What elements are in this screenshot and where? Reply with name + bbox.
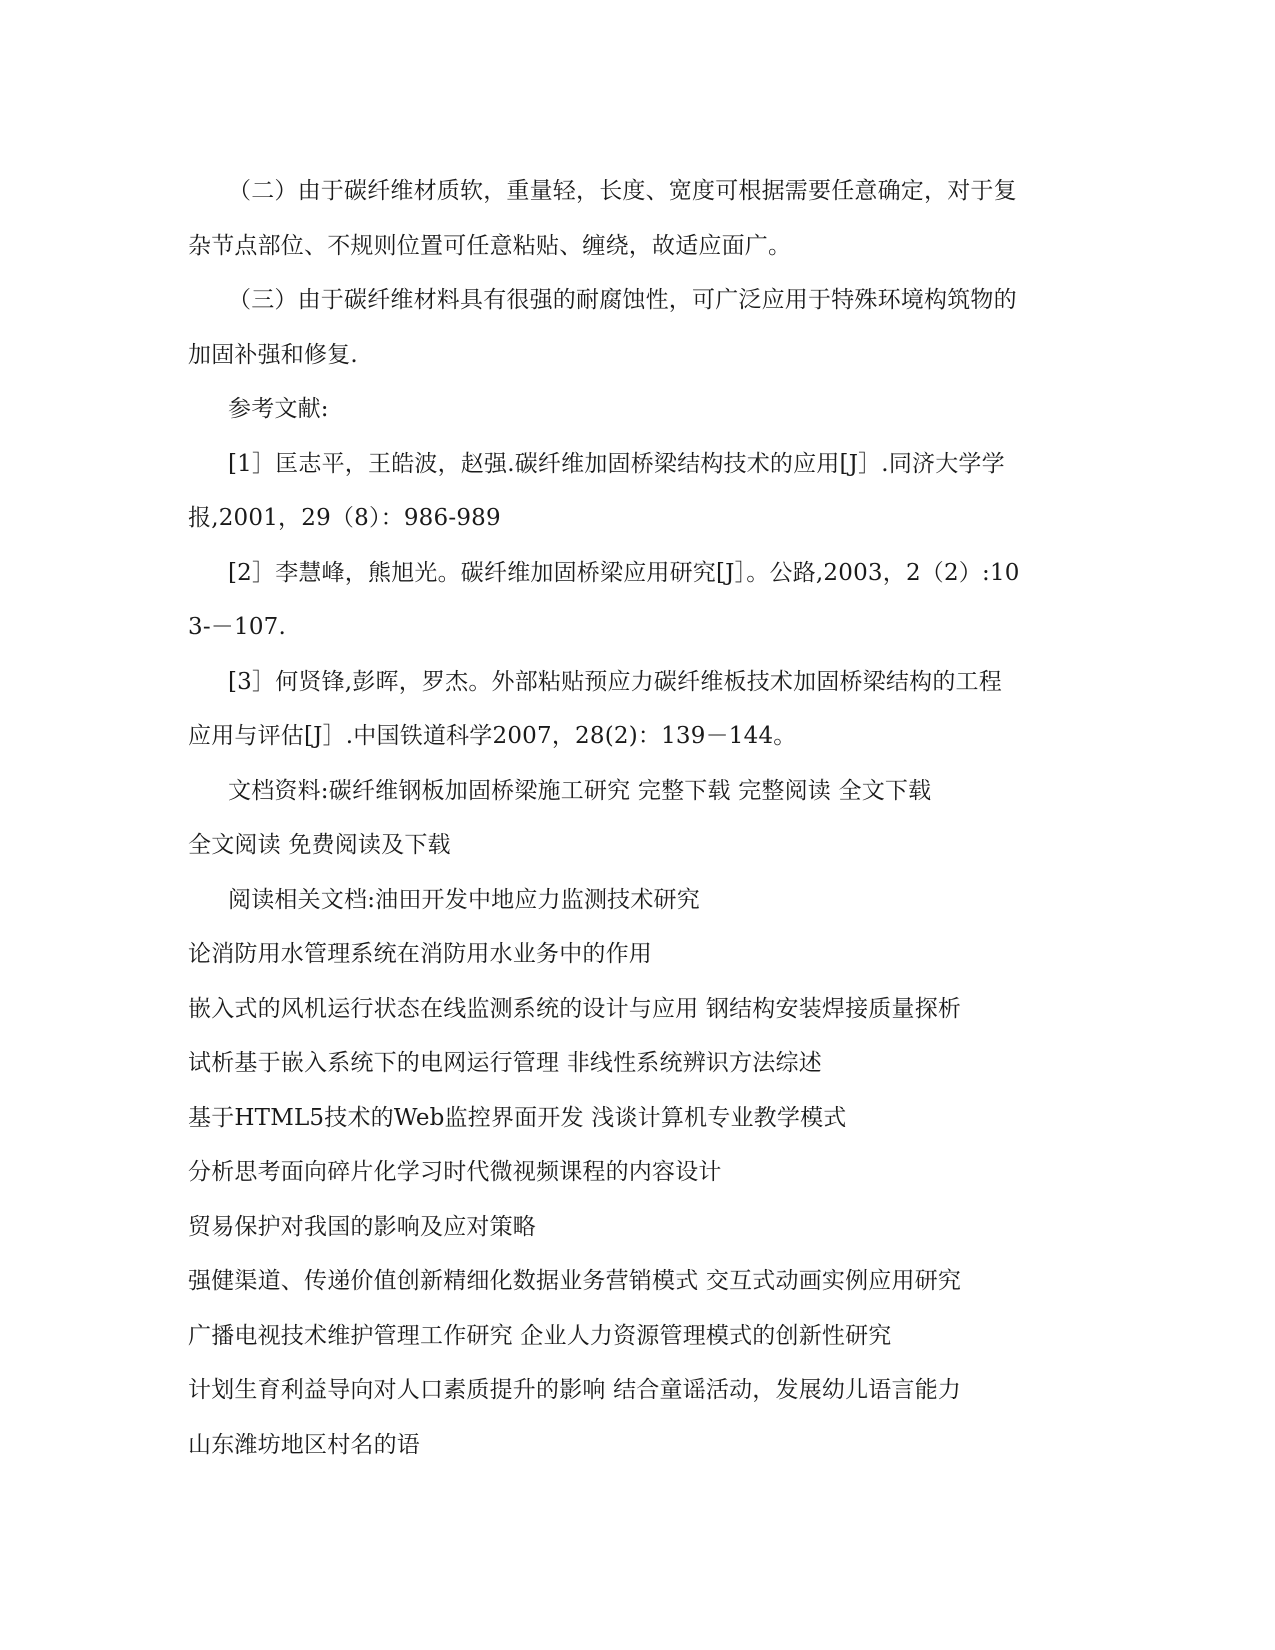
- reference-1-line-1: [1］匡志平，王皓波，赵强.碳纤维加固桥梁结构技术的应用[J］.同济大学学: [228, 450, 1005, 477]
- doc-info-prefix: 文档资料:碳纤维钢板加固桥梁施工研究: [228, 777, 631, 804]
- related-doc-line-2[interactable]: 嵌入式的风机运行状态在线监测系统的设计与应用 钢结构安装焊接质量探析: [188, 995, 962, 1022]
- doc-info-line-1: [188, 764, 1088, 819]
- related-doc-line-6[interactable]: 贸易保护对我国的影响及应对策略: [188, 1213, 536, 1240]
- related-docs-prefix[interactable]: 阅读相关文档:油田开发中地应力监测技术研究: [228, 886, 700, 913]
- paragraph-two-line-1: （二）由于碳纤维材质软，重量轻，长度、宽度可根据需要任意确定，对于复: [228, 178, 1017, 204]
- reference-1-line-2: 报,2001，29（8）：986-989: [188, 505, 501, 531]
- related-doc-line-1[interactable]: 论消防用水管理系统在消防用水业务中的作用: [188, 941, 652, 967]
- full-download-link[interactable]: 完整下载: [637, 777, 731, 804]
- reference-3-line-2: 应用与评估[J］.中国铁道科学2007，28(2)：139－144。: [188, 723, 797, 749]
- doc-info-line-2: [188, 818, 1088, 873]
- related-doc-line-8[interactable]: 广播电视技术维护管理工作研究 企业人力资源管理模式的创新性研究: [188, 1322, 892, 1349]
- fulltext-read-link[interactable]: 全文阅读: [188, 832, 281, 858]
- paragraph-two-line-2: 杂节点部位、不规则位置可任意粘贴、缠绕，故适应面广。: [188, 232, 792, 259]
- related-doc-line-7[interactable]: 强健渠道、传递价值创新精细化数据业务营销模式 交互式动画实例应用研究: [188, 1268, 962, 1294]
- related-doc-line-5[interactable]: 分析思考面向碎片化学习时代微视频课程的内容设计: [188, 1159, 722, 1185]
- related-doc-line-9[interactable]: 计划生育利益导向对人口素质提升的影响 结合童谣活动，发展幼儿语言能力: [188, 1377, 962, 1403]
- full-read-link[interactable]: 完整阅读: [738, 777, 832, 804]
- reference-2-line-2: 3-－107.: [188, 614, 287, 640]
- related-doc-line-10[interactable]: 山东潍坊地区村名的语: [188, 1431, 420, 1458]
- free-read-download-link[interactable]: 免费阅读及下载: [288, 832, 451, 858]
- document-body: [188, 164, 1088, 1472]
- related-doc-line-3[interactable]: 试析基于嵌入系统下的电网运行管理 非线性系统辨识方法综述: [188, 1050, 822, 1076]
- references-heading: 参考文献:: [228, 396, 329, 422]
- paragraph-three-line-2: 加固补强和修复.: [188, 341, 358, 368]
- paragraph-three-line-1: （三）由于碳纤维材料具有很强的耐腐蚀性，可广泛应用于特殊环境构筑物的: [228, 287, 1017, 313]
- reference-3-line-1: [3］何贤锋,彭晖，罗杰。外部粘贴预应力碳纤维板技术加固桥梁结构的工程: [228, 668, 1002, 695]
- related-doc-line-4[interactable]: 基于HTML5技术的Web监控界面开发 浅谈计算机专业教学模式: [188, 1104, 847, 1131]
- reference-2-line-1: [2］李慧峰，熊旭光。碳纤维加固桥梁应用研究[J］。公路,2003，2（2）:10: [228, 559, 1020, 586]
- fulltext-download-link[interactable]: 全文下载: [838, 777, 932, 804]
